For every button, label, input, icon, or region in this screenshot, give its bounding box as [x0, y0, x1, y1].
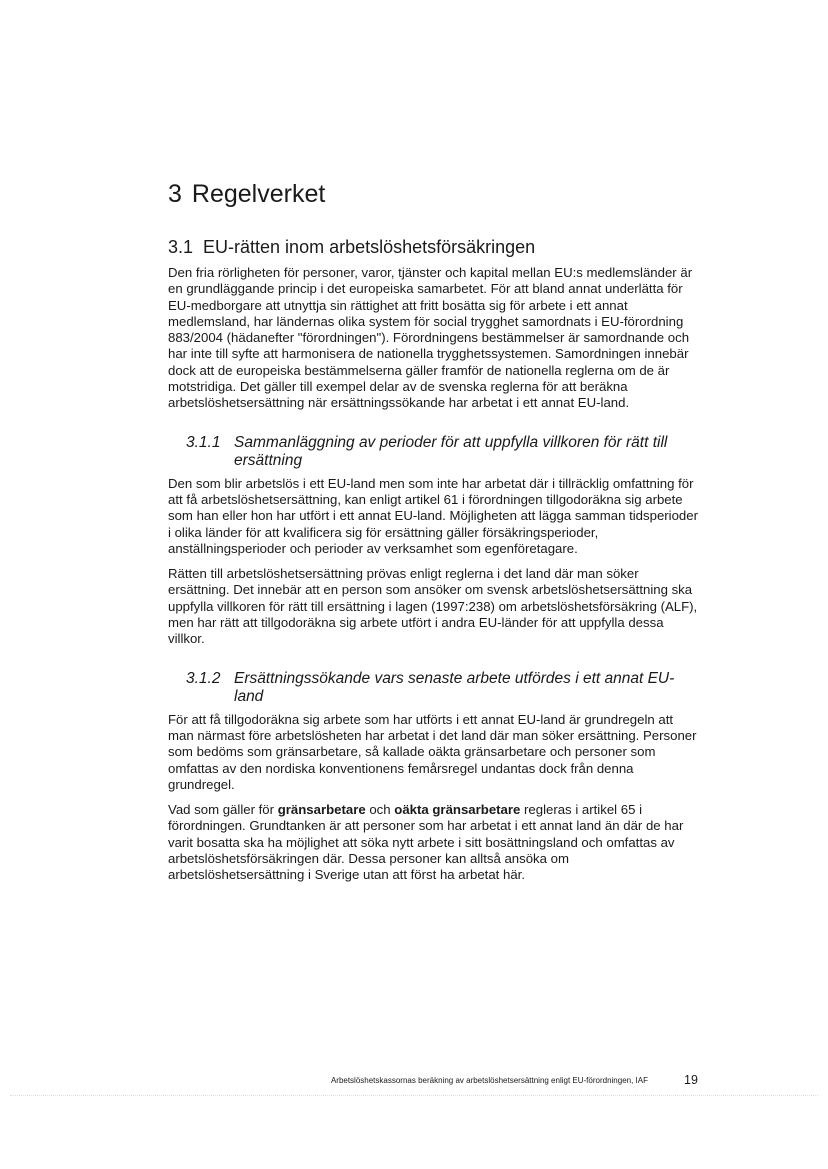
paragraph: Den som blir arbetslös i ett EU-land men som inte har arbetat där i tillräcklig omfattning för att få arbetslöshetsersättning, kan enligt artikel 61 i förordningen tillgodoräkna sig arbete som han eller hon har utfört i ett annat EU-land. Möjligheten att lägga samman tidsperioder i olika länder för att kvalificera sig för ersättning gäller försäkringsperioder, anställningsperioder och perioder av verksamhet som egenföretagare.: [168, 475, 698, 556]
section-heading: [168, 235, 698, 259]
chapter-title: Regelverket: [191, 180, 326, 208]
chapter-number: 3: [168, 180, 182, 208]
subsection-title: Ersättningssökande vars senaste arbete utfördes i ett annat EU-land: [234, 669, 675, 705]
subsection-heading: [168, 434, 698, 470]
section-number: 3.1: [168, 237, 194, 257]
footer-divider: [10, 1095, 818, 1096]
page-number: 19: [684, 1073, 698, 1087]
paragraph: För att få tillgodoräkna sig arbete som har utförts i ett annat EU-land är grundregeln att man närmast före arbetslösheten har arbetat i det land där man söker ersättning. Personer som bedöms som gränsarbetare, så kallade oäkta gränsarbetare och personer som omfattas av den nordiska konventionens femårsregel undantas dock från denna grundregel.: [168, 711, 697, 792]
footer-text: Arbetslöshetskassornas beräkning av arbetslöshetsersättning enligt EU-förordningen, IAF: [330, 1076, 648, 1085]
text-run: och: [365, 802, 395, 818]
text-run: Vad som gäller för: [168, 802, 278, 818]
section-title: EU-rätten inom arbetslöshetsförsäkringen: [203, 237, 536, 257]
bold-term: gränsarbetare: [277, 802, 366, 818]
page-footer: [0, 1073, 828, 1089]
page-content: [168, 178, 698, 906]
paragraph: Den fria rörligheten för personer, varor, tjänster och kapital mellan EU:s medlemsländer är en grundläggande princip i det europeiska samarbetet. För att bland annat underlätta för EU-medborgare att utnyttja sin rättighet att fritt bosätta sig för arbete i ett annat medlemsland, har ländernas olika system för social trygghet samordnats i EU-förordning 883/2004 (hädanefter "förordningen"). Förordningens bestämmelser är samordnande och har inte till syfte att harmonisera de nationella trygghetssystemen. Samordningen innebär dock att de europeiska bestämmelserna gäller framför de nationella reglerna om de är motstridiga. Det gäller till exempel delar av de svenska reglerna för att beräkna arbetslöshetsersättning när ersättningssökande har arbetat i ett annat EU-land.: [168, 265, 693, 411]
subsection-number: 3.1.1: [186, 433, 221, 451]
bold-term: oäkta gränsarbetare: [394, 802, 521, 818]
subsection-heading: [168, 670, 698, 706]
section-3-1-2: [168, 670, 698, 884]
paragraph-with-bold-terms: [168, 802, 698, 883]
subsection-number: 3.1.2: [186, 669, 221, 687]
subsection-title: Sammanläggning av perioder för att uppfylla villkoren för rätt till ersättning: [234, 433, 668, 469]
section-3-1-1: [168, 434, 698, 648]
paragraph: Rätten till arbetslöshetsersättning prövas enligt reglerna i det land där man söker ersättning. Det innebär att en person som ansöker om svensk arbetslöshetsersättning ska uppfylla villkoren för rätt till ersättning i lagen (1997:238) om arbetslöshetsförsäkring (ALF), men har rätt att tillgodoräkna sig arbete utfört i andra EU-länder för att uppfylla dessa villkor.: [168, 566, 698, 647]
chapter-heading: [168, 178, 698, 210]
text-run: regleras i artikel 65 i förordningen. Grundtanken är att personer som har arbetat i ett annat land än där de har varit bosatta ska ha möjlighet att söka nytt arbete i sitt bosättningsland och omfattas av arbetslöshetsförsäkringen där. Dessa personer kan alltså ansöka om arbetslöshetsersättning i Sverige utan att först ha arbetat här.: [168, 802, 684, 883]
section-3-1: [168, 235, 698, 412]
